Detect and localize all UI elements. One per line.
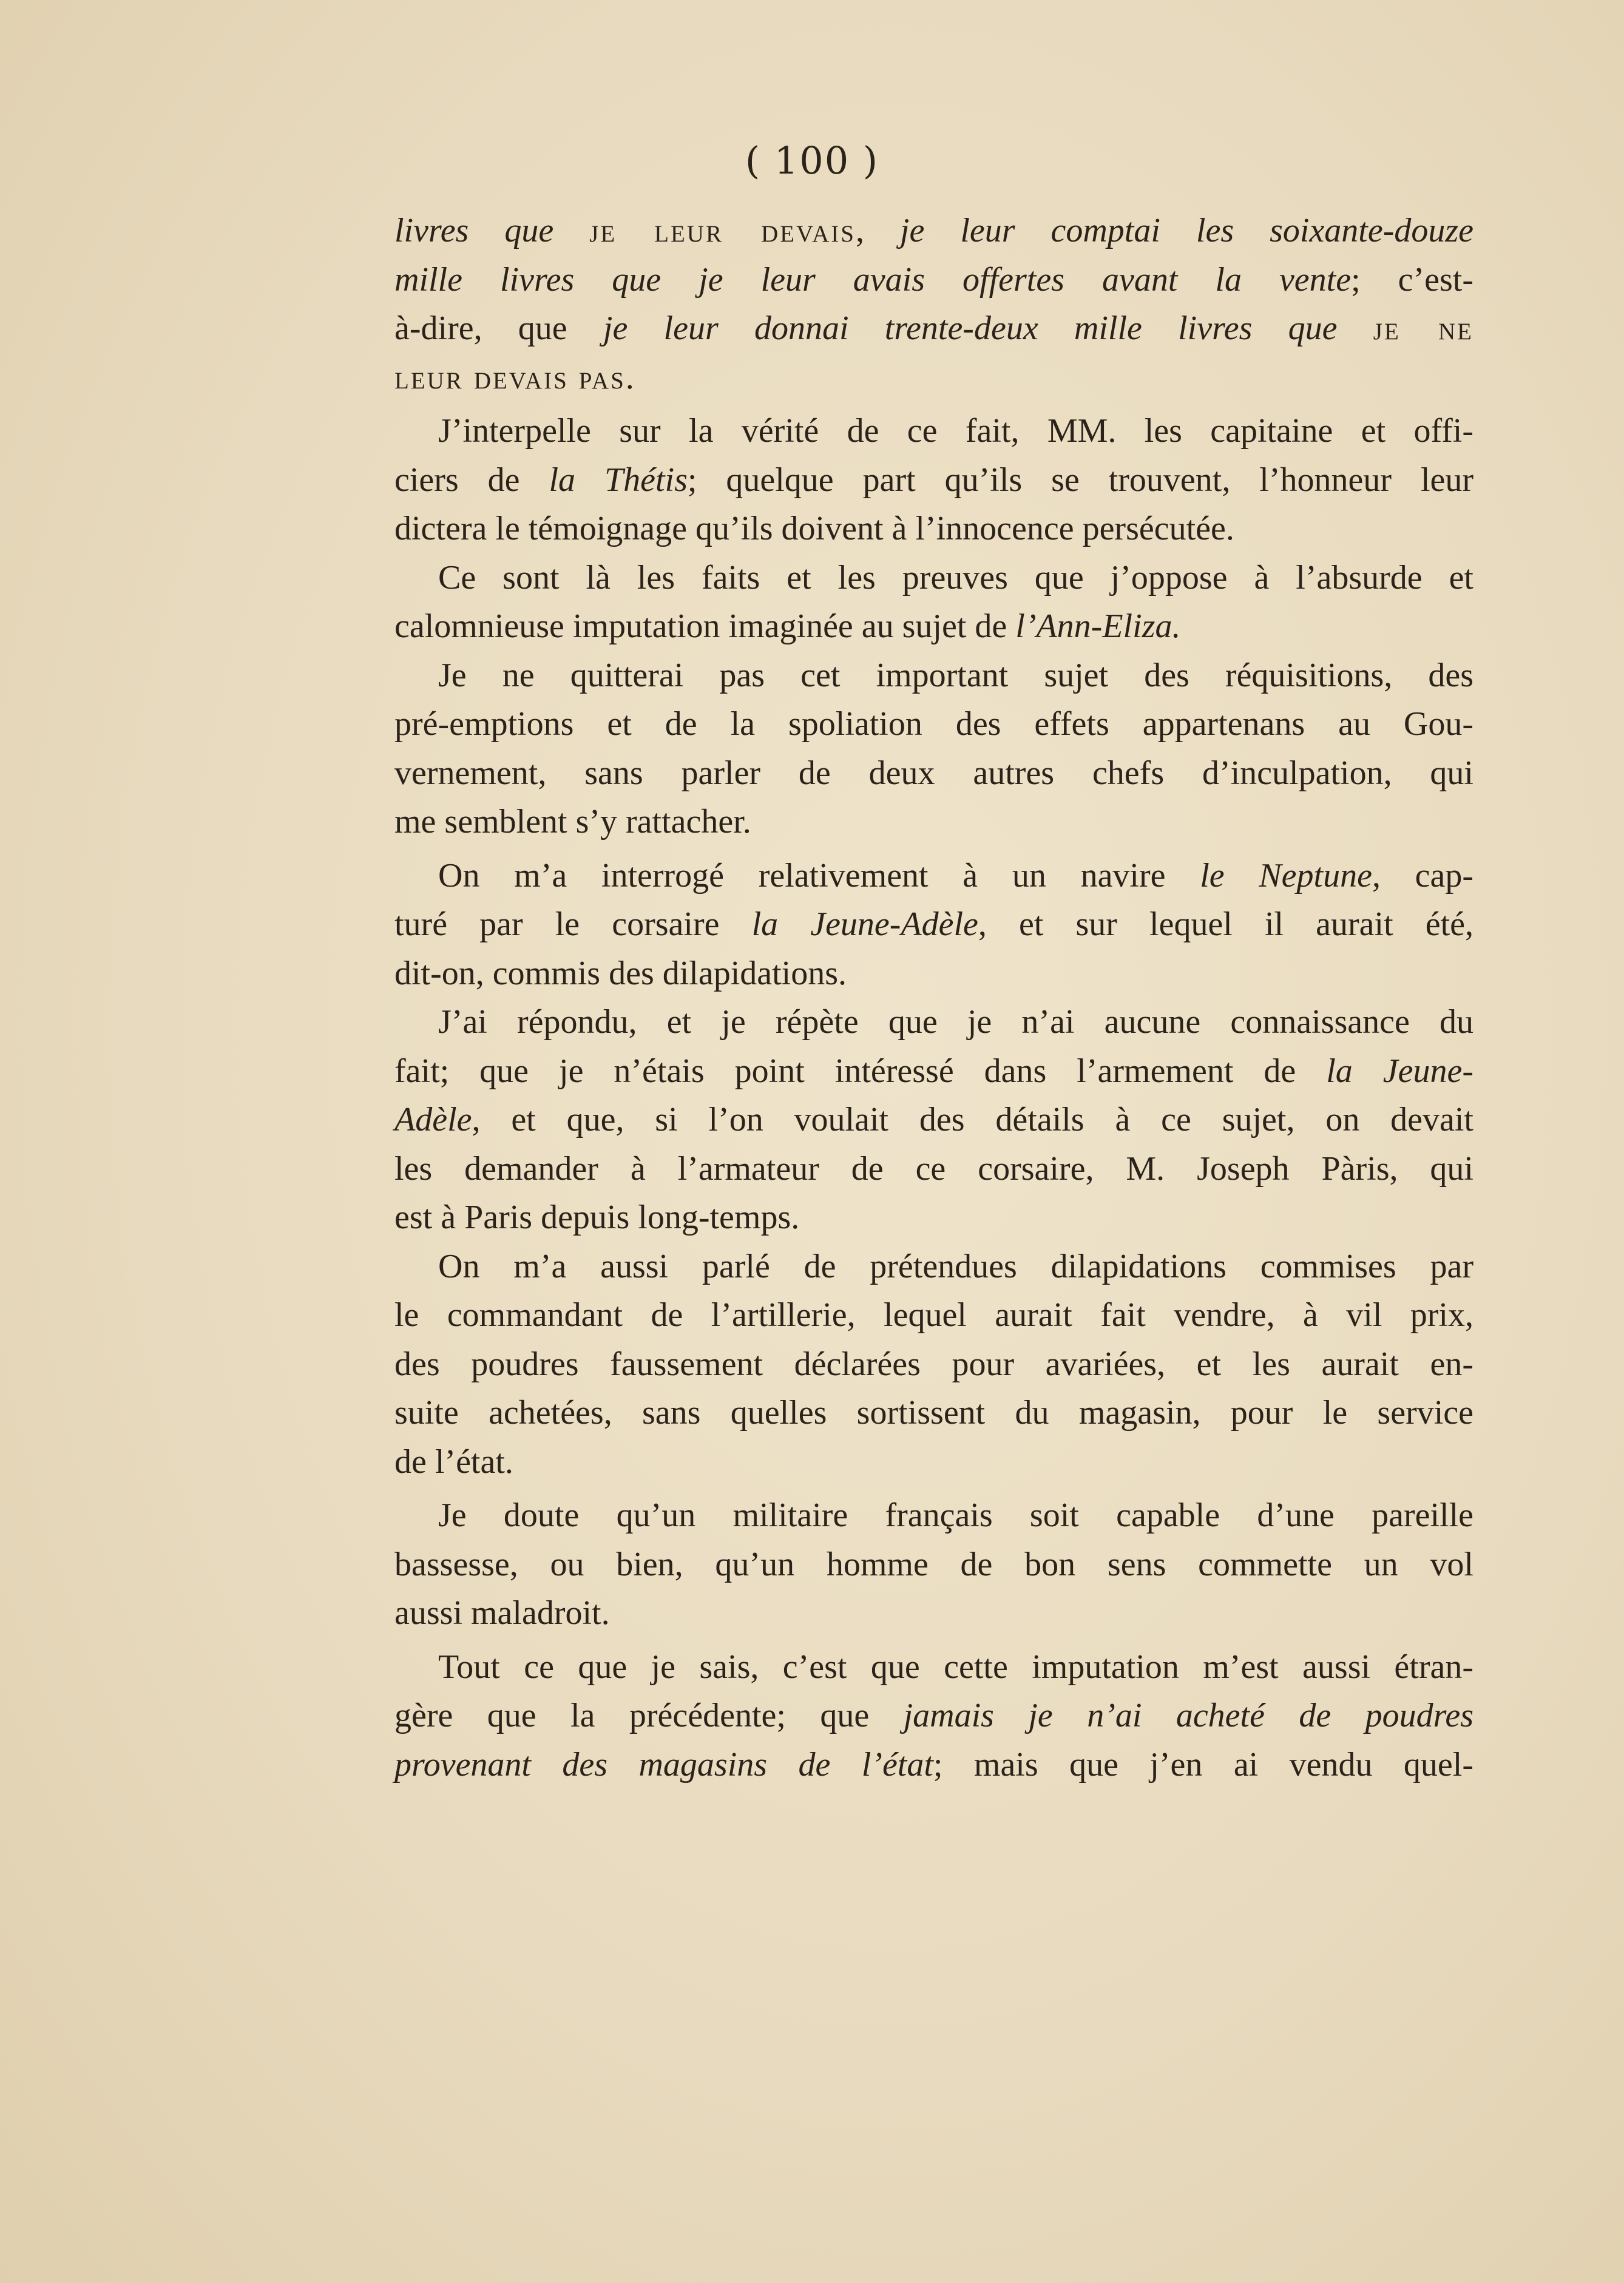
italic-span: la Jeune- bbox=[1326, 1052, 1473, 1090]
text-line bbox=[394, 1095, 1473, 1145]
text-line bbox=[394, 1643, 1473, 1692]
text-line bbox=[394, 851, 1473, 901]
text-line bbox=[394, 553, 1473, 603]
text-span: , et que, si l’on voulait des détails à ce sujet, on devait bbox=[472, 1101, 1473, 1138]
text-span: aussi maladroit. bbox=[394, 1594, 610, 1632]
text-line bbox=[394, 304, 1473, 353]
italic-span: je leur donnai trente-deux mille livres que bbox=[603, 309, 1338, 347]
italic-span: la Thétis bbox=[549, 461, 688, 499]
text-line bbox=[394, 797, 1473, 847]
text-line bbox=[394, 1047, 1473, 1096]
text-line bbox=[394, 1388, 1473, 1438]
text-line bbox=[394, 900, 1473, 949]
page-number: ( 100 ) bbox=[745, 138, 879, 183]
italic-span: je leur comptai les soixante-douze bbox=[899, 212, 1474, 249]
text-span: le commandant de l’artillerie, lequel aurait fait vendre, à vil prix, bbox=[394, 1296, 1473, 1334]
text-span: ciers de bbox=[394, 461, 549, 499]
italic-span: jamais je n’ai acheté de poudres bbox=[903, 1697, 1473, 1734]
text-span: , cap- bbox=[1372, 856, 1473, 895]
small-caps-span: leur devais pas. bbox=[394, 358, 636, 396]
text-span: est à Paris depuis long-temps. bbox=[394, 1199, 800, 1236]
text-span: Je ne quitterai pas cet important sujet des réquisitions, des bbox=[438, 656, 1473, 694]
small-caps-span: je ne bbox=[1373, 309, 1474, 347]
text-span: , bbox=[855, 212, 900, 249]
text-span: ; quelque part qu’ils se trouvent, l’honneur leur bbox=[687, 461, 1473, 499]
text-line bbox=[394, 353, 1473, 402]
text-span bbox=[1338, 309, 1373, 347]
text-line bbox=[394, 998, 1473, 1047]
text-span: Je doute qu’un militaire français soit capable d’une pareille bbox=[438, 1497, 1473, 1534]
text-line bbox=[394, 1193, 1473, 1242]
text-span: J’interpelle sur la vérité de ce fait, MM. les capitaine et offi- bbox=[438, 412, 1473, 450]
text-span: Ce sont là les faits et les preuves que j’oppose à l’absurde et bbox=[438, 558, 1473, 597]
text-line bbox=[394, 255, 1473, 305]
text-span: bassesse, ou bien, qu’un homme de bon sens commette un vol bbox=[394, 1545, 1473, 1583]
text-line bbox=[394, 949, 1473, 998]
small-caps-span: je leur devais bbox=[589, 212, 856, 249]
text-line bbox=[394, 206, 1473, 255]
text-line bbox=[394, 1340, 1473, 1389]
text-span: , et sur lequel il aurait été, bbox=[978, 905, 1473, 943]
text-span: de l’état. bbox=[394, 1443, 513, 1481]
text-span: On m’a interrogé relativement à un navire bbox=[438, 856, 1200, 895]
text-span: vernement, sans parler de deux autres chefs d’inculpation, qui bbox=[394, 754, 1473, 792]
text-span: gère que la précédente; que bbox=[394, 1697, 904, 1734]
text-line bbox=[394, 749, 1473, 798]
text-line bbox=[394, 1740, 1473, 1790]
italic-span: livres que bbox=[394, 212, 554, 249]
text-span: des poudres faussement déclarées pour avariées, et les aurait en- bbox=[394, 1345, 1473, 1383]
text-span: dit-on, commis des dilapidations. bbox=[394, 954, 847, 992]
text-span: On m’a aussi parlé de prétendues dilapidations commises par bbox=[438, 1247, 1473, 1285]
text-span: calomnieuse imputation imaginée au sujet de bbox=[394, 607, 1016, 645]
text-span: dictera le témoignage qu’ils doivent à l’innocence persécutée. bbox=[394, 510, 1234, 547]
italic-span: le Neptune bbox=[1200, 856, 1372, 895]
text-line bbox=[394, 1291, 1473, 1340]
text-span: pré-emptions et de la spoliation des effets appartenans au Gou- bbox=[394, 705, 1473, 743]
italic-span: provenant des magasins de l’état bbox=[394, 1745, 933, 1784]
italic-span: la Jeune-Adèle bbox=[751, 905, 978, 943]
text-line bbox=[394, 407, 1473, 456]
text-line bbox=[394, 1540, 1473, 1589]
text-span bbox=[553, 212, 589, 249]
italic-span: l’Ann-Eliza. bbox=[1015, 607, 1181, 645]
text-line bbox=[394, 1491, 1473, 1540]
body-text bbox=[394, 206, 1473, 1789]
text-span: à-dire, que bbox=[394, 309, 603, 347]
text-span: Tout ce que je sais, c’est que cette imputation m’est aussi étran- bbox=[438, 1648, 1473, 1686]
text-line bbox=[394, 1691, 1473, 1740]
text-line bbox=[394, 456, 1473, 505]
text-span: fait; que je n’étais point intéressé dans l’armement de bbox=[394, 1052, 1327, 1090]
text-span: J’ai répondu, et je répète que je n’ai aucune connaissance du bbox=[438, 1003, 1473, 1041]
italic-span: Adèle bbox=[394, 1101, 472, 1138]
text-line bbox=[394, 651, 1473, 700]
text-line bbox=[394, 602, 1473, 651]
text-line bbox=[394, 504, 1473, 553]
text-span: turé par le corsaire bbox=[394, 905, 752, 943]
text-line bbox=[394, 1438, 1473, 1487]
text-span: me semblent s’y rattacher. bbox=[394, 803, 751, 840]
text-line bbox=[394, 1242, 1473, 1291]
text-line bbox=[394, 1145, 1473, 1194]
text-span: les demander à l’armateur de ce corsaire, M. Joseph Pàris, qui bbox=[394, 1149, 1473, 1188]
text-span: suite achetées, sans quelles sortissent du magasin, pour le service bbox=[394, 1394, 1473, 1432]
italic-span: mille livres que je leur avais offertes avant la vente bbox=[394, 260, 1352, 299]
text-line bbox=[394, 700, 1473, 749]
text-line bbox=[394, 1589, 1473, 1638]
text-span: ; mais que j’en ai vendu quel- bbox=[933, 1745, 1473, 1784]
text-span: ; c’est- bbox=[1351, 260, 1473, 299]
